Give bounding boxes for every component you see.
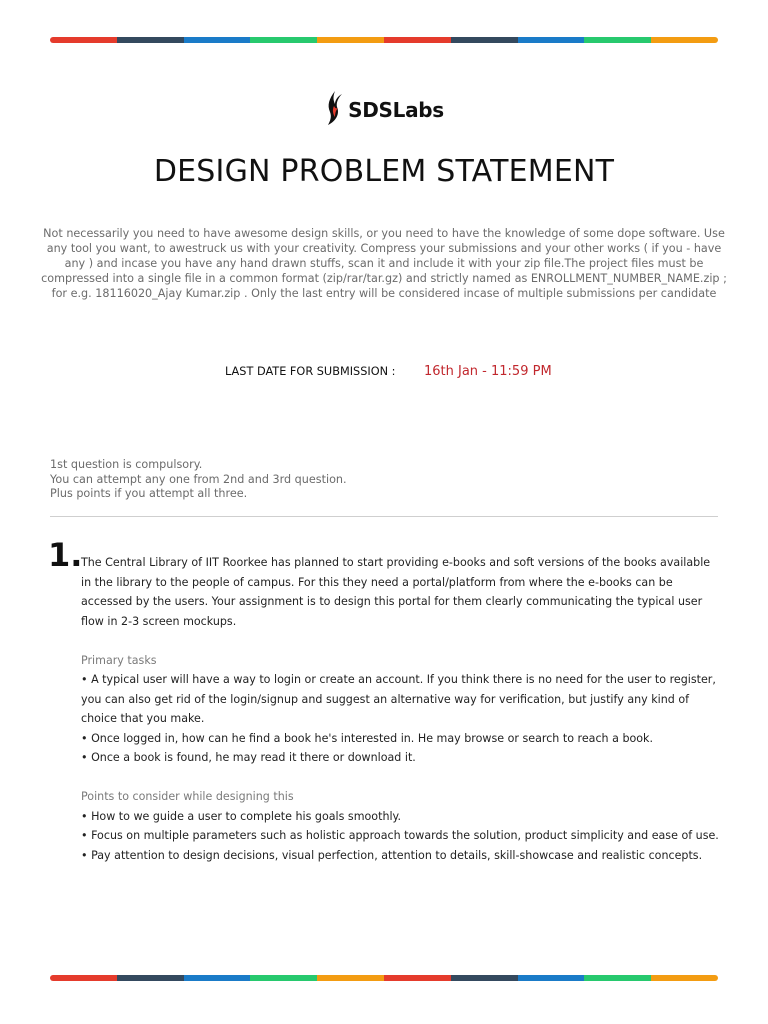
- points-heading: Points to consider while designing this: [81, 790, 294, 803]
- question-number: 1.: [48, 536, 83, 574]
- stripe-segment: [584, 975, 651, 981]
- point-item: • Focus on multiple parameters such as holistic approach towards the solution, product simplicity and ease of use.: [81, 829, 719, 842]
- stripe-segment: [451, 37, 518, 43]
- stripe-segment: [50, 37, 117, 43]
- primary-task-item: • A typical user will have a way to login or create an account. If you think there is no need for the user to register, you can also get rid of the login/signup and suggest an alternative way for verification, but justify any kind of choice that you make.: [81, 673, 716, 725]
- note-line: Plus points if you attempt all three.: [50, 487, 248, 501]
- question-body: [81, 553, 721, 865]
- logo-text: SDSLabs: [348, 98, 444, 122]
- stripe-segment: [317, 37, 384, 43]
- note-line: You can attempt any one from 2nd and 3rd question.: [50, 472, 347, 486]
- stripe-segment: [384, 37, 451, 43]
- question-text: The Central Library of IIT Roorkee has planned to start providing e-books and soft versions of the books available in the library to the people of campus. For this they need a portal/platform from where the e-books can be accessed by the users. Your assignment is to design this portal for them clearly communicating the typical user flow in 2-3 screen mockups.: [81, 556, 711, 628]
- stripe-segment: [317, 975, 384, 981]
- stripe-segment: [651, 37, 718, 43]
- top-color-stripe: [50, 37, 718, 43]
- bottom-color-stripe: [50, 975, 718, 981]
- deadline: [225, 364, 552, 379]
- primary-tasks-heading: Primary tasks: [81, 653, 157, 667]
- stripe-segment: [117, 975, 184, 981]
- point-item: • How to we guide a user to complete his goals smoothly.: [81, 809, 402, 823]
- logo: [0, 90, 768, 130]
- stripe-segment: [184, 975, 251, 981]
- stripe-segment: [518, 975, 585, 981]
- stripe-segment: [518, 37, 585, 43]
- stripe-segment: [584, 37, 651, 43]
- stripe-segment: [250, 37, 317, 43]
- stripe-segment: [117, 37, 184, 43]
- intro-paragraph: Not necessarily you need to have awesome design skills, or you need to have the knowledge of some dope software. Use any tool you want, to awestruck us with your creativity. Compress your submissions and your other works ( if you - have any ) and incase you have any hand drawn stuffs, scan it and include it with your zip file.The project files must be compressed into a single file in a common format (zip/rar/tar.gz) and strictly named as ENROLLMENT_NUMBER_NAME.zip ; for e.g. 18116020_Ajay Kumar.zip . Only the last entry will be considered incase of multiple submissions per candidate: [41, 227, 727, 300]
- stripe-segment: [651, 975, 718, 981]
- stripe-segment: [184, 37, 251, 43]
- sdslabs-flame-icon: [324, 90, 344, 130]
- primary-task-item: • Once a book is found, he may read it there or download it.: [81, 751, 416, 764]
- page-title: DESIGN PROBLEM STATEMENT: [153, 154, 615, 189]
- stripe-segment: [451, 975, 518, 981]
- deadline-value: 16th Jan - 11:59 PM: [424, 364, 552, 379]
- note-line: 1st question is compulsory.: [50, 458, 203, 471]
- stripe-segment: [384, 975, 451, 981]
- deadline-label: LAST DATE FOR SUBMISSION :: [225, 365, 396, 378]
- primary-task-item: • Once logged in, how can he find a book he's interested in. He may browse or search to reach a book.: [81, 731, 654, 745]
- divider: [50, 516, 718, 517]
- stripe-segment: [250, 975, 317, 981]
- point-item: • Pay attention to design decisions, visual perfection, attention to details, skill-showcase and realistic concepts.: [81, 848, 703, 862]
- stripe-segment: [50, 975, 117, 981]
- instructions-notes: [50, 458, 347, 502]
